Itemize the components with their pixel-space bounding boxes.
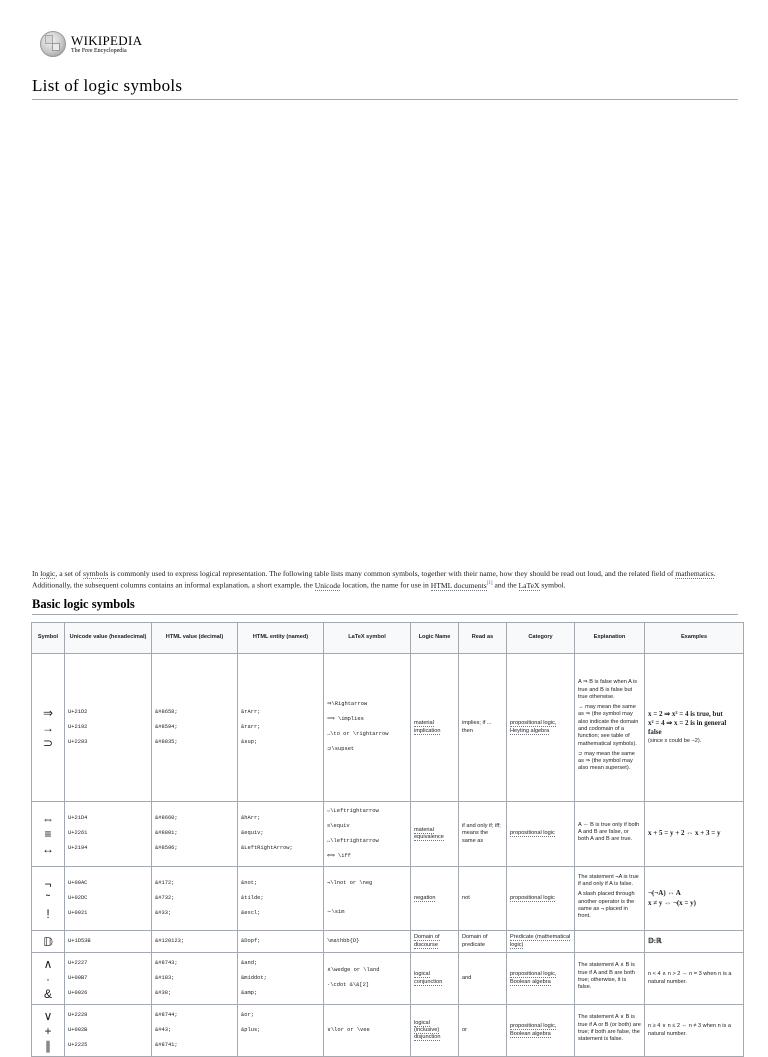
symbol-cell — [32, 802, 65, 867]
latex-symbol: ⊃\supset — [327, 746, 355, 753]
logic-name-link[interactable]: material implication — [414, 720, 441, 734]
examples-cell — [645, 1005, 744, 1057]
html-named: &or; — [241, 1011, 254, 1018]
unicode-value: U+21D4 — [68, 815, 88, 822]
category-cell — [507, 1005, 575, 1057]
html-named: &rarr; — [241, 723, 261, 730]
logic-name-cell — [411, 1005, 459, 1057]
html-decimal: &#8743; — [155, 959, 178, 966]
explanation-text: The statement A ∨ B is true if A or B (or both) are true; if both are false, the statement is false. — [578, 1014, 641, 1043]
latex-symbol: ∧\wedge or \land — [327, 967, 380, 974]
html-decimal: &#8741; — [155, 1041, 178, 1048]
unicode-value: U+21D2 — [68, 708, 88, 715]
unicode-value: U+00AC — [68, 879, 88, 886]
html-decimal: &#120123; — [155, 937, 185, 944]
symbol: 𝔻 — [43, 934, 53, 949]
link-mathematics[interactable]: mathematics — [675, 569, 714, 578]
example-text: x² = 4 ⇒ x = 2 is in general false — [648, 719, 727, 737]
latex-symbol: \mathbb{D} — [327, 937, 360, 944]
symbol: + — [44, 1023, 52, 1038]
latex-symbol: ·\cdot &\&[2] — [327, 982, 370, 989]
unicode-value: U+0021 — [68, 909, 88, 916]
category-cell — [507, 867, 575, 931]
explanation-cell — [575, 802, 645, 867]
explanation-text: → may mean the same as ⇒ (the symbol may also indicate the domain and codomain of a function; see table of mathematical symbols). — [578, 704, 639, 747]
html-decimal: &#8658; — [155, 708, 178, 715]
explanation-cell — [575, 1005, 645, 1057]
read-as-cell: if and only if; iff; means the same as — [459, 802, 507, 867]
header-logic-name: Logic Name — [411, 623, 459, 654]
wikipedia-globe-icon — [40, 31, 66, 57]
symbol: ∨ — [43, 1008, 53, 1023]
category-link[interactable]: propositional logic, Boolean algebra — [510, 971, 557, 985]
intro-text: . Additionally, the subsequent columns contains an informal explanation, a short example, the — [32, 569, 716, 590]
example-text: n < 4 ∧ n > 2 ⇔ n = 3 when n is a natural number. — [648, 971, 732, 985]
intro-text: symbol. — [539, 580, 566, 590]
unicode-cell — [65, 953, 152, 1005]
reference-1[interactable]: [1] — [486, 581, 493, 586]
html-decimal: &#8594; — [155, 723, 178, 730]
logic-name-cell — [411, 802, 459, 867]
html-named: &amp; — [241, 989, 258, 996]
latex-symbol: ⟹ \implies — [327, 716, 364, 723]
header-html-decimal: HTML value (decimal) — [152, 623, 238, 654]
section-title: Basic logic symbols — [32, 597, 738, 615]
unicode-value: U+1D53B — [68, 937, 91, 944]
unicode-value: U+002B — [68, 1026, 88, 1033]
unicode-cell — [65, 802, 152, 867]
unicode-value: U+2261 — [68, 830, 88, 837]
explanation-text: A slash placed through another operator is the same as ¬ placed in front. — [578, 891, 635, 920]
html-decimal-cell — [152, 931, 238, 953]
html-decimal-cell — [152, 953, 238, 1005]
intro-text: and the — [492, 580, 519, 590]
header-latex: LaTeX symbol — [324, 623, 411, 654]
link-symbols[interactable]: symbols — [83, 569, 109, 578]
read-as-cell: implies; if ... then — [459, 654, 507, 802]
symbol-cell — [32, 867, 65, 931]
wordmark-title: WIKIPEDIA — [71, 33, 143, 48]
link-unicode[interactable]: Unicode — [314, 580, 341, 590]
html-named: &and; — [241, 959, 258, 966]
header-read-as: Read as — [459, 623, 507, 654]
header-unicode: Unicode value (hexadecimal) — [65, 623, 152, 654]
html-named: &LeftRightArrow; — [241, 845, 293, 852]
html-decimal: &#8835; — [155, 738, 178, 745]
examples-cell — [645, 931, 744, 953]
link-html-documents[interactable]: HTML documents — [430, 580, 487, 590]
symbol-cell — [32, 1005, 65, 1057]
category-link[interactable]: propositional logic, Boolean algebra — [510, 1023, 557, 1037]
category-cell — [507, 802, 575, 867]
symbol: ∥ — [45, 1038, 51, 1053]
html-decimal-cell — [152, 1005, 238, 1057]
intro-paragraph — [32, 569, 742, 591]
html-named: &rArr; — [241, 708, 261, 715]
table-row — [32, 802, 744, 867]
logic-name-cell — [411, 953, 459, 1005]
latex-cell — [324, 867, 411, 931]
unicode-value: U+2227 — [68, 959, 88, 966]
symbol: ! — [46, 906, 50, 921]
explanation-cell — [575, 953, 645, 1005]
explanation-cell — [575, 867, 645, 931]
symbol: ˜ — [46, 891, 50, 906]
logic-name-cell — [411, 931, 459, 953]
example-text: n ≥ 4 ∨ n ≤ 2 ⇔ n ≠ 3 when n is a natural number. — [648, 1023, 731, 1037]
latex-symbol: →\to or \rightarrow — [327, 731, 389, 738]
logic-symbols-table — [31, 622, 744, 1057]
html-decimal: &#38; — [155, 989, 172, 996]
latex-symbol: ⇔\Leftrightarrow — [327, 807, 379, 814]
intro-text: location, the name for use in — [340, 580, 431, 590]
unicode-cell — [65, 867, 152, 931]
unicode-cell — [65, 1005, 152, 1057]
table-row — [32, 953, 744, 1005]
latex-symbol: ¬\lnot or \neg — [327, 880, 373, 887]
html-named: &hArr; — [241, 815, 261, 822]
table-row — [32, 1005, 744, 1057]
logic-name-link[interactable]: logical conjunction — [414, 971, 443, 985]
html-named: &not; — [241, 879, 258, 886]
latex-cell — [324, 802, 411, 867]
html-named: &Dopf; — [241, 937, 261, 944]
unicode-value: U+2225 — [68, 1041, 88, 1048]
unicode-value: U+2228 — [68, 1011, 88, 1018]
symbol: ≡ — [44, 827, 52, 841]
page-title: List of logic symbols — [32, 76, 738, 100]
example-text: 𝔻:ℝ — [648, 936, 662, 945]
latex-cell — [324, 654, 411, 802]
explanation-text: ⊃ may mean the same as ⇒ (the symbol may also mean superset). — [578, 750, 635, 772]
html-decimal: &#33; — [155, 909, 172, 916]
read-as-cell: Domain of predicate — [459, 931, 507, 953]
symbol: & — [43, 986, 52, 1001]
html-decimal: &#8744; — [155, 1011, 178, 1018]
latex-cell — [324, 931, 411, 953]
symbol: · — [46, 971, 50, 986]
logic-name-link[interactable]: negation — [414, 894, 436, 901]
category-link[interactable]: propositional logic — [510, 894, 555, 901]
table-row — [32, 654, 744, 802]
wordmark-tagline: The Free Encyclopedia — [71, 48, 127, 54]
html-named: &sup; — [241, 738, 258, 745]
html-named: &equiv; — [241, 830, 264, 837]
symbol-cell — [32, 953, 65, 1005]
html-named-cell — [238, 931, 324, 953]
unicode-value: U+0026 — [68, 989, 88, 996]
latex-symbol: ⟺ \iff — [327, 852, 351, 859]
category-link[interactable]: propositional logic — [510, 830, 555, 837]
read-as-cell: or — [459, 1005, 507, 1057]
examples-cell — [645, 953, 744, 1005]
example-text: x + 5 = y + 2 ⇔ x + 3 = y — [648, 829, 721, 838]
explanation-text: The statement A ∧ B is true if A and B are both true; otherwise, it is false. — [578, 962, 635, 991]
html-decimal: &#172; — [155, 879, 175, 886]
category-cell — [507, 953, 575, 1005]
symbol: ↔ — [42, 842, 54, 856]
logic-name-cell — [411, 867, 459, 931]
table-row — [32, 867, 744, 931]
header-category: Category — [507, 623, 575, 654]
category-link[interactable]: Predicate (mathematical logic) — [510, 934, 571, 948]
symbol: ∧ — [43, 956, 53, 971]
examples-cell — [645, 802, 744, 867]
explanation-text: A ⇒ B is false when A is true and B is false but true otherwise. — [578, 679, 638, 700]
examples-cell — [645, 654, 744, 802]
html-decimal: &#732; — [155, 894, 175, 901]
category-link[interactable]: propositional logic, Heyting algebra — [510, 720, 557, 734]
wikipedia-logo[interactable] — [40, 30, 142, 58]
header-html-named: HTML entity (named) — [238, 623, 324, 654]
link-logic[interactable]: logic — [40, 569, 56, 578]
latex-symbol: ∼\sim — [327, 909, 345, 916]
table-row — [32, 931, 744, 953]
html-named-cell — [238, 654, 324, 802]
symbol: ⊃ — [42, 735, 54, 750]
html-decimal-cell — [152, 654, 238, 802]
html-decimal: &#183; — [155, 974, 175, 981]
wikipedia-wordmark — [71, 34, 142, 54]
html-decimal-cell — [152, 802, 238, 867]
html-decimal-cell — [152, 867, 238, 931]
unicode-value: U+2194 — [68, 845, 88, 852]
intro-text: In — [32, 569, 41, 578]
link-latex[interactable]: LaTeX — [518, 580, 540, 590]
explanation-cell — [575, 654, 645, 802]
symbol-cell — [32, 654, 65, 802]
examples-cell — [645, 867, 744, 931]
unicode-value: U+02DC — [68, 894, 88, 901]
unicode-value: U+00B7 — [68, 974, 88, 981]
html-named-cell — [238, 802, 324, 867]
symbol: ¬ — [44, 876, 52, 891]
html-named-cell — [238, 953, 324, 1005]
symbol: ⇒ — [42, 705, 54, 720]
logic-name-link[interactable]: material equivalence — [414, 826, 444, 840]
example-text: x ≠ y ⇔ ¬(x = y) — [648, 898, 696, 907]
explanation-text: A ⇔ B is true only if both A and B are false, or both A and B are true. — [578, 821, 640, 843]
html-named: &middot; — [241, 974, 267, 981]
header-symbol: Symbol — [32, 623, 65, 654]
html-named — [241, 1038, 320, 1053]
explanation-cell — [575, 931, 645, 953]
latex-symbol: ↔\leftrightarrow — [327, 837, 379, 844]
html-named: &tilde; — [241, 894, 264, 901]
logic-name-link[interactable]: Domain of discourse — [414, 934, 440, 948]
example-text: x = 2 ⇒ x² = 4 is true, but — [648, 710, 723, 719]
html-named: &excl; — [241, 909, 261, 916]
latex-symbol: ∨\lor or \vee — [327, 1026, 370, 1033]
unicode-cell — [65, 931, 152, 953]
html-named-cell — [238, 1005, 324, 1057]
latex-cell — [324, 1005, 411, 1057]
html-named-cell — [238, 867, 324, 931]
explanation-text: The statement ¬A is true if and only if A is false. — [578, 873, 639, 887]
logic-name-link[interactable]: logical (inclusive) disjunction — [414, 1019, 441, 1041]
example-text: ¬(¬A) ⇔ A — [648, 889, 681, 898]
example-text: (since x could be −2). — [648, 737, 702, 744]
html-named: &plus; — [241, 1026, 261, 1033]
html-decimal: &#8660; — [155, 815, 178, 822]
latex-symbol: ≡\equiv — [327, 822, 350, 829]
header-examples: Examples — [645, 623, 744, 654]
category-cell — [507, 654, 575, 802]
unicode-cell — [65, 654, 152, 802]
unicode-value: U+2283 — [68, 738, 88, 745]
html-decimal: &#43; — [155, 1026, 172, 1033]
intro-text: , a set of — [55, 569, 84, 578]
logic-name-cell — [411, 654, 459, 802]
category-cell — [507, 931, 575, 953]
read-as-cell: and — [459, 953, 507, 1005]
symbol: → — [42, 720, 54, 735]
read-as-cell: not — [459, 867, 507, 931]
intro-text: is commonly used to express logical representation. The following table lists many common symbols, together with their name, how they should be read out loud, and the related field of — [108, 569, 676, 578]
table-header-row — [32, 623, 744, 654]
html-decimal: &#8801; — [155, 830, 178, 837]
latex-cell — [324, 953, 411, 1005]
latex-symbol: ⇒\Rightarrow — [327, 701, 368, 708]
symbol-cell — [32, 931, 65, 953]
html-decimal: &#8596; — [155, 845, 178, 852]
symbol: ⇔ — [42, 812, 54, 826]
header-explanation: Explanation — [575, 623, 645, 654]
unicode-value: U+2192 — [68, 723, 88, 730]
